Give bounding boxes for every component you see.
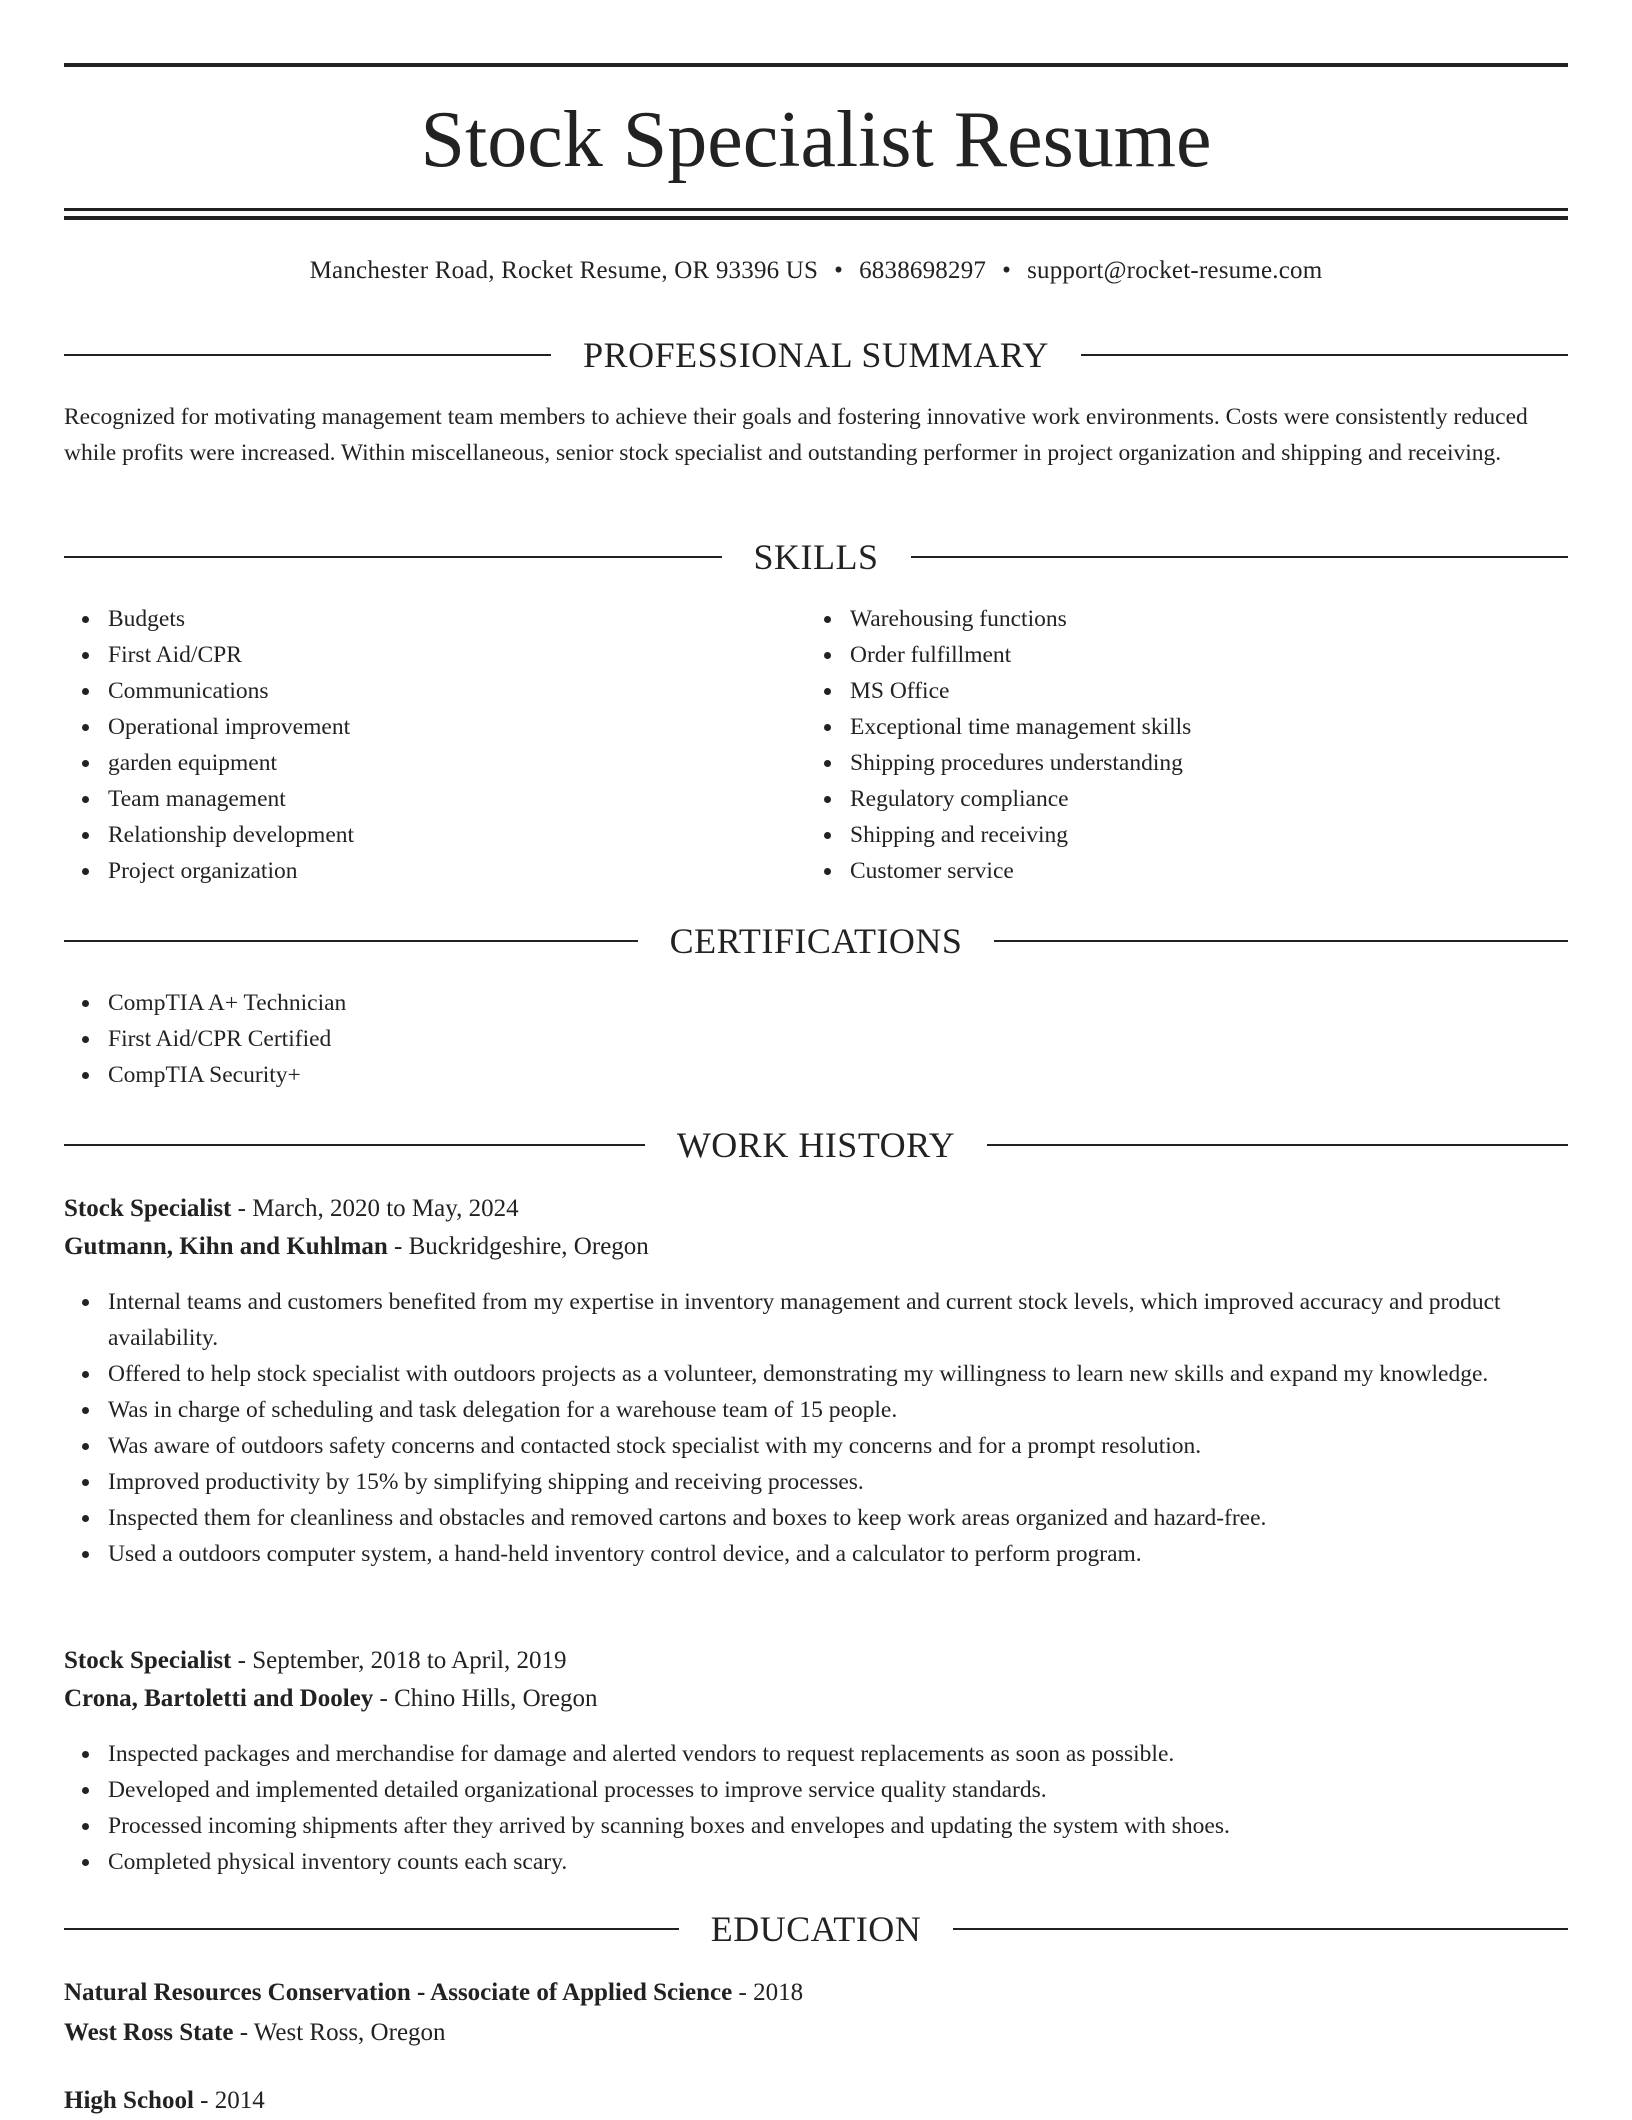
- skill-item: Project organization: [108, 853, 788, 889]
- job-bullet: Processed incoming shipments after they arrived by scanning boxes and envelopes and updating the system with shoes.: [108, 1808, 1548, 1844]
- skill-item: Order fulfillment: [850, 637, 1570, 673]
- skills-heading: [64, 535, 1568, 579]
- job-location: - Buckridgeshire, Oregon: [387, 1233, 649, 1260]
- heading-rule-right: [1081, 354, 1568, 356]
- certifications-list: [64, 985, 1508, 1093]
- education-school-line: [64, 2014, 446, 2052]
- skill-item: Shipping and receiving: [850, 817, 1570, 853]
- contact-email: support@rocket-resume.com: [1027, 257, 1323, 284]
- skill-item: Communications: [108, 673, 788, 709]
- work-heading-label: WORK HISTORY: [676, 1125, 956, 1165]
- job-title: Stock Specialist: [64, 1195, 232, 1222]
- skill-item: Budgets: [108, 601, 788, 637]
- skill-item: Relationship development: [108, 817, 788, 853]
- education-degree: Natural Resources Conservation - Associate of Applied Science: [64, 1979, 733, 2006]
- job-bullet: Improved productivity by 15% by simplifying shipping and receiving processes.: [108, 1464, 1548, 1500]
- certifications-heading: [64, 919, 1568, 963]
- skills-heading-label: SKILLS: [753, 537, 879, 577]
- job-bullet: Offered to help stock specialist with outdoors projects as a volunteer, demonstrating my willingness to learn new skills and expand my knowledge.: [108, 1356, 1548, 1392]
- skill-item: Exceptional time management skills: [850, 709, 1570, 745]
- job-company: Gutmann, Kihn and Kuhlman: [64, 1233, 388, 1260]
- job-location: - Chino Hills, Oregon: [373, 1685, 598, 1712]
- job-title-line: [64, 1190, 519, 1228]
- top-rule: [64, 63, 1568, 67]
- job-bullets: [64, 1736, 1548, 1880]
- skill-item: MS Office: [850, 673, 1570, 709]
- title-double-rule: [64, 208, 1568, 220]
- heading-rule-left: [64, 940, 638, 942]
- job-bullet: Inspected them for cleanliness and obstacles and removed cartons and boxes to keep work areas organized and hazard-free.: [108, 1500, 1548, 1536]
- skill-item: Warehousing functions: [850, 601, 1570, 637]
- job-bullets: [64, 1284, 1548, 1572]
- job-title-line: [64, 1642, 566, 1680]
- summary-text: Recognized for motivating management team members to achieve their goals and fostering innovative work environments. Costs were consistently reduced while profits were increased. Within miscellaneous, senior stock specialist and outstanding performer in project organization and shipping and receiving.: [64, 404, 1528, 466]
- skill-item: Regulatory compliance: [850, 781, 1570, 817]
- job-bullet: Inspected packages and merchandise for damage and alerted vendors to request replacements as soon as possible.: [108, 1736, 1548, 1772]
- job-dates: - September, 2018 to April, 2019: [231, 1647, 567, 1674]
- job-bullet: Was in charge of scheduling and task delegation for a warehouse team of 15 people.: [108, 1392, 1548, 1428]
- heading-rule-right: [953, 1928, 1568, 1930]
- job-bullet: Used a outdoors computer system, a hand-held inventory control device, and a calculator to perform program.: [108, 1536, 1548, 1572]
- heading-rule-left: [64, 1928, 679, 1930]
- education-location: - West Ross, Oregon: [233, 2019, 446, 2046]
- skill-item: Operational improvement: [108, 709, 788, 745]
- education-school: West Ross State: [64, 2019, 234, 2046]
- education-year: - 2018: [732, 1979, 804, 2006]
- job-bullet: Completed physical inventory counts each scary.: [108, 1844, 1548, 1880]
- education-degree-line: [64, 1974, 803, 2012]
- certifications-heading-label: CERTIFICATIONS: [669, 921, 963, 961]
- job-title: Stock Specialist: [64, 1647, 232, 1674]
- skill-item: Team management: [108, 781, 788, 817]
- education-heading-label: EDUCATION: [710, 1909, 922, 1949]
- education-degree: High School: [64, 2087, 194, 2114]
- contact-line: [64, 254, 1568, 288]
- skill-item: garden equipment: [108, 745, 788, 781]
- work-heading: [64, 1123, 1568, 1167]
- contact-address: Manchester Road, Rocket Resume, OR 93396 US: [309, 257, 819, 284]
- skill-item: First Aid/CPR: [108, 637, 788, 673]
- bullet-separator: •: [1002, 257, 1012, 284]
- skills-list-right: [806, 601, 1570, 889]
- bullet-separator: •: [834, 257, 844, 284]
- education-heading: [64, 1907, 1568, 1951]
- resume-title: Stock Specialist Resume: [420, 96, 1212, 184]
- education-year: - 2014: [193, 2087, 265, 2114]
- heading-rule-right: [911, 556, 1569, 558]
- heading-rule-left: [64, 556, 722, 558]
- job-bullet: Was aware of outdoors safety concerns and contacted stock specialist with my concerns and for a prompt resolution.: [108, 1428, 1548, 1464]
- job-company-line: [64, 1680, 598, 1718]
- education-degree-line: [64, 2082, 265, 2120]
- job-company: Crona, Bartoletti and Dooley: [64, 1685, 374, 1712]
- skills-list-left: [64, 601, 788, 889]
- job-bullet: Developed and implemented detailed organizational processes to improve service quality standards.: [108, 1772, 1548, 1808]
- skill-item: Customer service: [850, 853, 1570, 889]
- heading-rule-right: [987, 1144, 1568, 1146]
- job-company-line: [64, 1228, 649, 1266]
- skill-item: Shipping procedures understanding: [850, 745, 1570, 781]
- certification-item: CompTIA A+ Technician: [108, 985, 1508, 1021]
- heading-rule-left: [64, 1144, 645, 1146]
- job-bullet: Internal teams and customers benefited from my expertise in inventory management and current stock levels, which improved accuracy and product availability.: [108, 1284, 1548, 1356]
- summary-heading-label: PROFESSIONAL SUMMARY: [583, 335, 1049, 375]
- summary-heading: [64, 333, 1568, 377]
- job-dates: - March, 2020 to May, 2024: [231, 1195, 519, 1222]
- heading-rule-left: [64, 354, 551, 356]
- certification-item: CompTIA Security+: [108, 1057, 1508, 1093]
- contact-phone: 6838698297: [859, 257, 987, 284]
- heading-rule-right: [994, 940, 1568, 942]
- certification-item: First Aid/CPR Certified: [108, 1021, 1508, 1057]
